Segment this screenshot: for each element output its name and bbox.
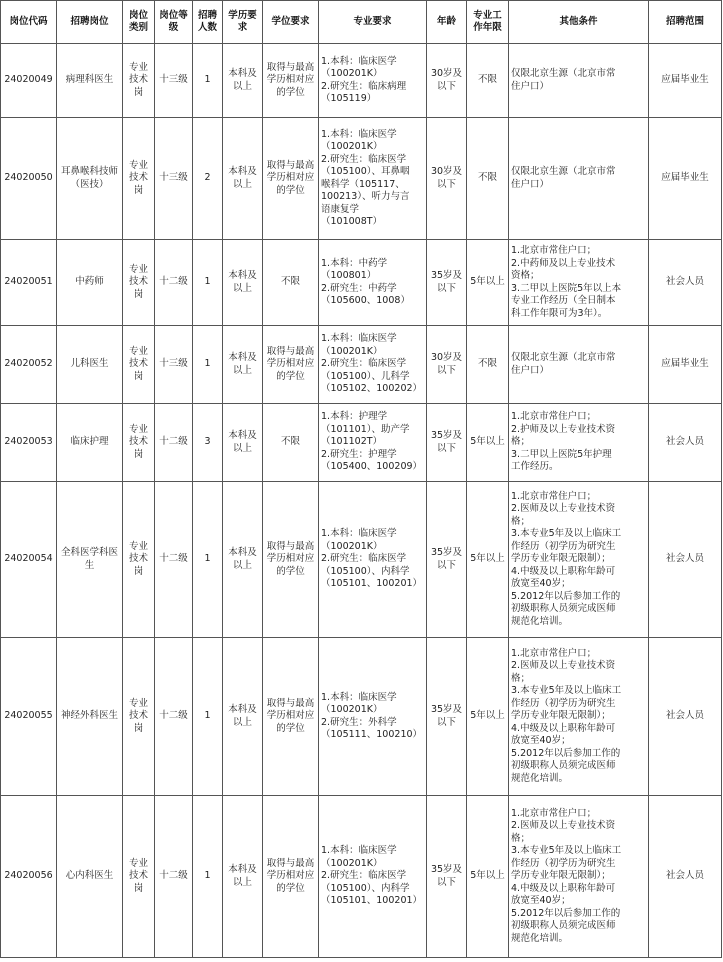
cell-level: 十二级 <box>155 404 193 482</box>
cell-age: 35岁及以下 <box>427 404 467 482</box>
cell-category: 专业技术岗 <box>123 118 155 240</box>
cell-code: 24020049 <box>1 44 57 118</box>
cell-degree: 取得与最高学历相对应的学位 <box>263 482 319 638</box>
cell-code: 24020056 <box>1 796 57 958</box>
cell-scope: 应届毕业生 <box>649 44 722 118</box>
major-line: （101102T） <box>321 436 383 448</box>
cell-age: 35岁及以下 <box>427 638 467 796</box>
other-line: 住户口） <box>511 178 550 190</box>
cell-count: 1 <box>193 326 223 404</box>
header-title: 招聘岗位 <box>57 1 123 44</box>
other-line: 科工作年限可为3年）。 <box>511 307 608 319</box>
other-line: 作经历（初学历为研究生 <box>511 697 616 709</box>
other-line: 资格； <box>511 270 540 281</box>
other-line: 2.医师及以上专业技术资 <box>511 503 616 515</box>
major-line: （100801） <box>321 270 377 281</box>
cell-other <box>509 240 649 326</box>
other-line: 放宽至40岁； <box>511 735 571 747</box>
cell-age: 30岁及以下 <box>427 326 467 404</box>
cell-age: 35岁及以下 <box>427 482 467 638</box>
cell-years: 不限 <box>467 44 509 118</box>
cell-major <box>319 326 427 404</box>
cell-age: 35岁及以下 <box>427 240 467 326</box>
cell-title: 病理科医生 <box>57 44 123 118</box>
other-line: 工作经历。 <box>511 461 559 473</box>
cell-education: 本科及以上 <box>223 482 263 638</box>
cell-education: 本科及以上 <box>223 240 263 326</box>
other-line: 1.北京市常住户口； <box>511 490 597 502</box>
cell-scope: 社会人员 <box>649 482 722 638</box>
other-line: 仅限北京生源（北京市常 <box>511 166 616 177</box>
cell-category: 专业技术岗 <box>123 404 155 482</box>
other-line: 放宽至40岁； <box>511 578 571 590</box>
major-line: 喉科学（105117、 <box>321 178 405 190</box>
table-body <box>1 44 722 958</box>
header-level: 岗位等级 <box>155 1 193 44</box>
cell-years: 5年以上 <box>467 240 509 326</box>
other-line: 格； <box>511 515 531 527</box>
table-row <box>1 482 722 638</box>
major-line: （100201K） <box>321 540 383 552</box>
cell-other <box>509 796 649 958</box>
major-line: （105400、100209） <box>321 461 423 473</box>
other-line: 2.医师及以上专业技术资 <box>511 820 616 832</box>
header-other: 其他条件 <box>509 1 649 44</box>
other-line: 4.中级及以上职称年龄可 <box>511 722 616 734</box>
cell-degree: 取得与最高学历相对应的学位 <box>263 118 319 240</box>
cell-degree: 不限 <box>263 404 319 482</box>
cell-category: 专业技术岗 <box>123 240 155 326</box>
major-line: （101101）、助产学 <box>321 423 410 435</box>
other-line: 学历专业年限无限制）； <box>511 870 611 882</box>
other-line: 作经历（初学历为研究生 <box>511 540 616 552</box>
cell-scope: 社会人员 <box>649 240 722 326</box>
other-line: 初级职称人员须完成医师 <box>511 760 616 772</box>
major-line: （105100）、儿科学 <box>321 370 410 382</box>
cell-code: 24020050 <box>1 118 57 240</box>
cell-education: 本科及以上 <box>223 404 263 482</box>
major-line: （105100）、耳鼻咽 <box>321 166 410 177</box>
cell-code: 24020054 <box>1 482 57 638</box>
table-row <box>1 118 722 240</box>
cell-degree: 取得与最高学历相对应的学位 <box>263 326 319 404</box>
major-line: （105111、100210） <box>321 729 423 740</box>
cell-education: 本科及以上 <box>223 118 263 240</box>
table-row <box>1 404 722 482</box>
other-line: 2.医师及以上专业技术资 <box>511 660 616 672</box>
other-line: 初级职称人员须完成医师 <box>511 920 616 932</box>
table-row <box>1 240 722 326</box>
other-line: 格； <box>511 832 531 844</box>
other-line: 1.北京市常住户口； <box>511 411 597 423</box>
other-line: 3.本专业5年及以上临床工 <box>511 528 622 540</box>
other-line: 3.二甲以上医院5年护理 <box>511 448 612 460</box>
cell-level: 十三级 <box>155 326 193 404</box>
cell-age: 30岁及以下 <box>427 44 467 118</box>
cell-other <box>509 404 649 482</box>
major-line: 2.研究生：护理学 <box>321 448 397 460</box>
other-line: 规范化培训。 <box>511 615 569 627</box>
cell-count: 1 <box>193 44 223 118</box>
major-line: （100201K） <box>321 68 383 79</box>
cell-count: 2 <box>193 118 223 240</box>
cell-code: 24020052 <box>1 326 57 404</box>
other-line: 3.本专业5年及以上临床工 <box>511 845 622 857</box>
cell-major <box>319 482 427 638</box>
major-line: 2.研究生：临床医学 <box>321 153 407 165</box>
other-line: 放宽至40岁； <box>511 895 571 907</box>
major-line: （105101、100201） <box>321 895 423 907</box>
major-line: 2.研究生：中药学 <box>321 282 397 294</box>
header-row <box>1 1 722 44</box>
cell-degree: 取得与最高学历相对应的学位 <box>263 796 319 958</box>
cell-scope: 社会人员 <box>649 404 722 482</box>
cell-other <box>509 44 649 118</box>
major-line: 2.研究生：外科学 <box>321 716 397 728</box>
other-line: 格； <box>511 672 531 684</box>
other-line: 2.中药师及以上专业技术 <box>511 257 616 269</box>
major-line: 1.本科：临床医学 <box>321 845 397 857</box>
cell-years: 不限 <box>467 326 509 404</box>
cell-title: 全科医学科医生 <box>57 482 123 638</box>
major-line: （100201K） <box>321 704 383 715</box>
cell-level: 十二级 <box>155 638 193 796</box>
cell-major <box>319 118 427 240</box>
cell-code: 24020055 <box>1 638 57 796</box>
cell-major <box>319 240 427 326</box>
header-category: 岗位类别 <box>123 1 155 44</box>
cell-level: 十三级 <box>155 44 193 118</box>
cell-education: 本科及以上 <box>223 796 263 958</box>
major-line: 100213）、听力与言 <box>321 191 410 202</box>
major-line: 1.本科：护理学 <box>321 411 388 423</box>
major-line: （105119） <box>321 93 377 104</box>
other-line: 1.北京市常住户口； <box>511 245 597 256</box>
table-row <box>1 326 722 404</box>
other-line: 2.护师及以上专业技术资 <box>511 423 616 435</box>
cell-years: 5年以上 <box>467 482 509 638</box>
cell-count: 1 <box>193 638 223 796</box>
cell-category: 专业技术岗 <box>123 44 155 118</box>
cell-title: 儿科医生 <box>57 326 123 404</box>
cell-other <box>509 482 649 638</box>
cell-major <box>319 404 427 482</box>
header-scope: 招聘范围 <box>649 1 722 44</box>
header-count: 招聘人数 <box>193 1 223 44</box>
major-line: 1.本科：临床医学 <box>321 128 397 140</box>
other-line: 学历专业年限无限制）； <box>511 710 611 722</box>
cell-scope: 社会人员 <box>649 796 722 958</box>
other-line: 格； <box>511 436 531 448</box>
major-line: （100201K） <box>321 141 383 152</box>
cell-other <box>509 638 649 796</box>
other-line: 仅限北京生源（北京市常 <box>511 68 616 79</box>
major-line: （100201K） <box>321 345 383 357</box>
cell-years: 不限 <box>467 118 509 240</box>
cell-title: 心内科医生 <box>57 796 123 958</box>
cell-years: 5年以上 <box>467 796 509 958</box>
other-line: 作经历（初学历为研究生 <box>511 857 616 869</box>
header-age: 年龄 <box>427 1 467 44</box>
major-line: 1.本科：临床医学 <box>321 528 397 540</box>
major-line: （101008T） <box>321 216 383 227</box>
other-line: 住户口） <box>511 364 550 376</box>
cell-years: 5年以上 <box>467 638 509 796</box>
cell-major <box>319 638 427 796</box>
header-degree: 学位要求 <box>263 1 319 44</box>
cell-education: 本科及以上 <box>223 44 263 118</box>
other-line: 1.北京市常住户口； <box>511 647 597 659</box>
major-line: 2.研究生：临床病理 <box>321 80 407 92</box>
other-line: 初级职称人员须完成医师 <box>511 603 616 615</box>
cell-major <box>319 44 427 118</box>
major-line: 1.本科：临床医学 <box>321 691 397 703</box>
other-line: 学历专业年限无限制）； <box>511 553 611 565</box>
other-line: 1.北京市常住户口； <box>511 807 597 819</box>
cell-code: 24020051 <box>1 240 57 326</box>
cell-level: 十二级 <box>155 240 193 326</box>
other-line: 3.二甲以上医院5年以上本 <box>511 282 622 294</box>
cell-age: 35岁及以下 <box>427 796 467 958</box>
cell-other <box>509 118 649 240</box>
major-line: 1.本科：临床医学 <box>321 55 397 67</box>
major-line: 2.研究生：临床医学 <box>321 358 407 370</box>
cell-title: 神经外科医生 <box>57 638 123 796</box>
other-line: 4.中级及以上职称年龄可 <box>511 565 616 577</box>
cell-count: 1 <box>193 240 223 326</box>
cell-degree: 取得与最高学历相对应的学位 <box>263 44 319 118</box>
cell-scope: 社会人员 <box>649 638 722 796</box>
major-line: （105100）、内科学 <box>321 882 410 894</box>
table-row <box>1 44 722 118</box>
other-line: 专业工作经历（全日制本 <box>511 295 616 306</box>
major-line: 2.研究生：临床医学 <box>321 870 407 882</box>
cell-level: 十二级 <box>155 482 193 638</box>
major-line: （105600、1008） <box>321 295 410 306</box>
table-row <box>1 796 722 958</box>
cell-other <box>509 326 649 404</box>
cell-scope: 应届毕业生 <box>649 326 722 404</box>
other-line: 住户口） <box>511 80 550 92</box>
header-code: 岗位代码 <box>1 1 57 44</box>
cell-title: 临床护理 <box>57 404 123 482</box>
header-years: 专业工作年限 <box>467 1 509 44</box>
cell-category: 专业技术岗 <box>123 796 155 958</box>
cell-education: 本科及以上 <box>223 326 263 404</box>
major-line: 1.本科：中药学 <box>321 257 388 269</box>
other-line: 5.2012年以后参加工作的 <box>511 747 621 759</box>
cell-major <box>319 796 427 958</box>
other-line: 规范化培训。 <box>511 932 569 944</box>
cell-age: 30岁及以下 <box>427 118 467 240</box>
major-line: （105101、100201） <box>321 578 423 590</box>
cell-education: 本科及以上 <box>223 638 263 796</box>
other-line: 3.本专业5年及以上临床工 <box>511 685 622 697</box>
cell-title: 中药师 <box>57 240 123 326</box>
other-line: 4.中级及以上职称年龄可 <box>511 882 616 894</box>
cell-level: 十二级 <box>155 796 193 958</box>
cell-degree: 不限 <box>263 240 319 326</box>
major-line: （105100）、内科学 <box>321 565 410 577</box>
other-line: 5.2012年以后参加工作的 <box>511 907 621 919</box>
cell-count: 1 <box>193 796 223 958</box>
cell-code: 24020053 <box>1 404 57 482</box>
cell-degree: 取得与最高学历相对应的学位 <box>263 638 319 796</box>
cell-level: 十三级 <box>155 118 193 240</box>
cell-category: 专业技术岗 <box>123 638 155 796</box>
cell-count: 3 <box>193 404 223 482</box>
major-line: （105102、100202） <box>321 383 423 395</box>
major-line: 2.研究生：临床医学 <box>321 553 407 565</box>
major-line: （100201K） <box>321 857 383 869</box>
major-line: 1.本科：临床医学 <box>321 333 397 345</box>
table-row <box>1 638 722 796</box>
major-line: 语康复学 <box>321 203 360 215</box>
other-line: 规范化培训。 <box>511 772 569 784</box>
cell-category: 专业技术岗 <box>123 326 155 404</box>
other-line: 仅限北京生源（北京市常 <box>511 352 616 363</box>
header-education: 学历要求 <box>223 1 263 44</box>
cell-category: 专业技术岗 <box>123 482 155 638</box>
cell-count: 1 <box>193 482 223 638</box>
cell-years: 5年以上 <box>467 404 509 482</box>
header-major: 专业要求 <box>319 1 427 44</box>
cell-scope: 应届毕业生 <box>649 118 722 240</box>
other-line: 5.2012年以后参加工作的 <box>511 590 621 602</box>
cell-title: 耳鼻喉科技师（医技） <box>57 118 123 240</box>
